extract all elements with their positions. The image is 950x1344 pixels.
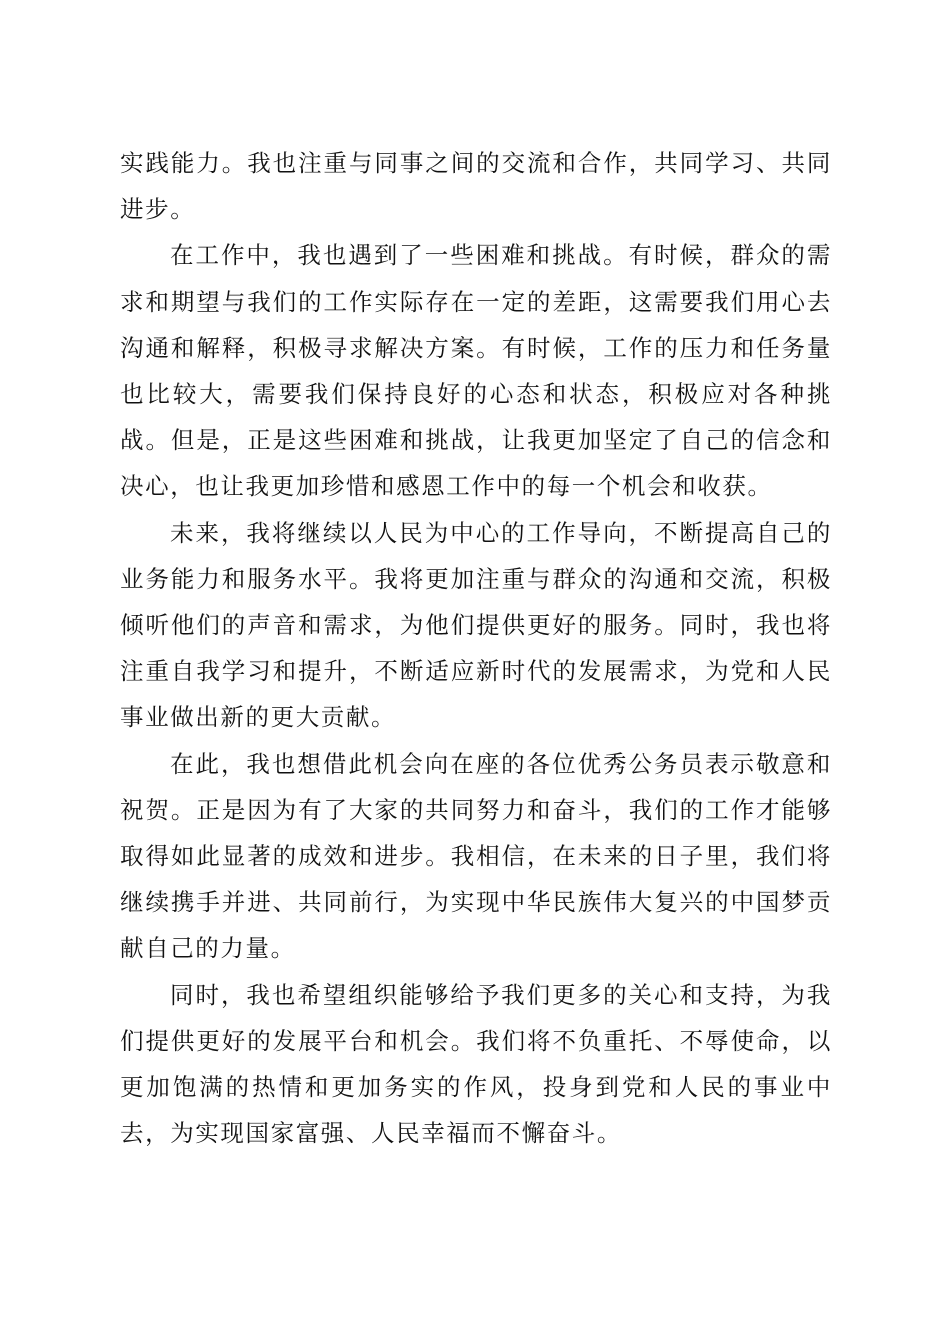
paragraph-difficulties: 在工作中，我也遇到了一些困难和挑战。有时候，群众的需求和期望与我们的工作实际存在一定的差距，这需要我们用心去沟通和解释，积极寻求解决方案。有时候，工作的压力和任务量也比较大，需要我们保持良好的心态和状态，积极应对各种挑战。但是，正是这些困难和挑战，让我更加坚定了自己的信念和决心，也让我更加珍惜和感恩工作中的每一个机会和收获。 <box>120 241 832 501</box>
paragraph-future: 未来，我将继续以人民为中心的工作导向，不断提高自己的业务能力和服务水平。我将更加注重与群众的沟通和交流，积极倾听他们的声音和需求，为他们提供更好的服务。同时，我也将注重自我学习和提升，不断适应新时代的发展需求，为党和人民事业做出新的更大贡献。 <box>120 518 832 732</box>
document-body <box>120 140 832 1156</box>
paragraph-continued: 实践能力。我也注重与同事之间的交流和合作，共同学习、共同进步。 <box>120 149 832 224</box>
paragraph-hopes: 同时，我也希望组织能够给予我们更多的关心和支持，为我们提供更好的发展平台和机会。我们将不负重托、不辱使命，以更加饱满的热情和更加务实的作风，投身到党和人民的事业中去，为实现国家富强、人民幸福而不懈奋斗。 <box>120 980 832 1148</box>
paragraph-congratulations: 在此，我也想借此机会向在座的各位优秀公务员表示敬意和祝贺。正是因为有了大家的共同努力和奋斗，我们的工作才能够取得如此显著的成效和进步。我相信，在未来的日子里，我们将继续携手并进、共同前行，为实现中华民族伟大复兴的中国梦贡献自己的力量。 <box>120 749 832 963</box>
